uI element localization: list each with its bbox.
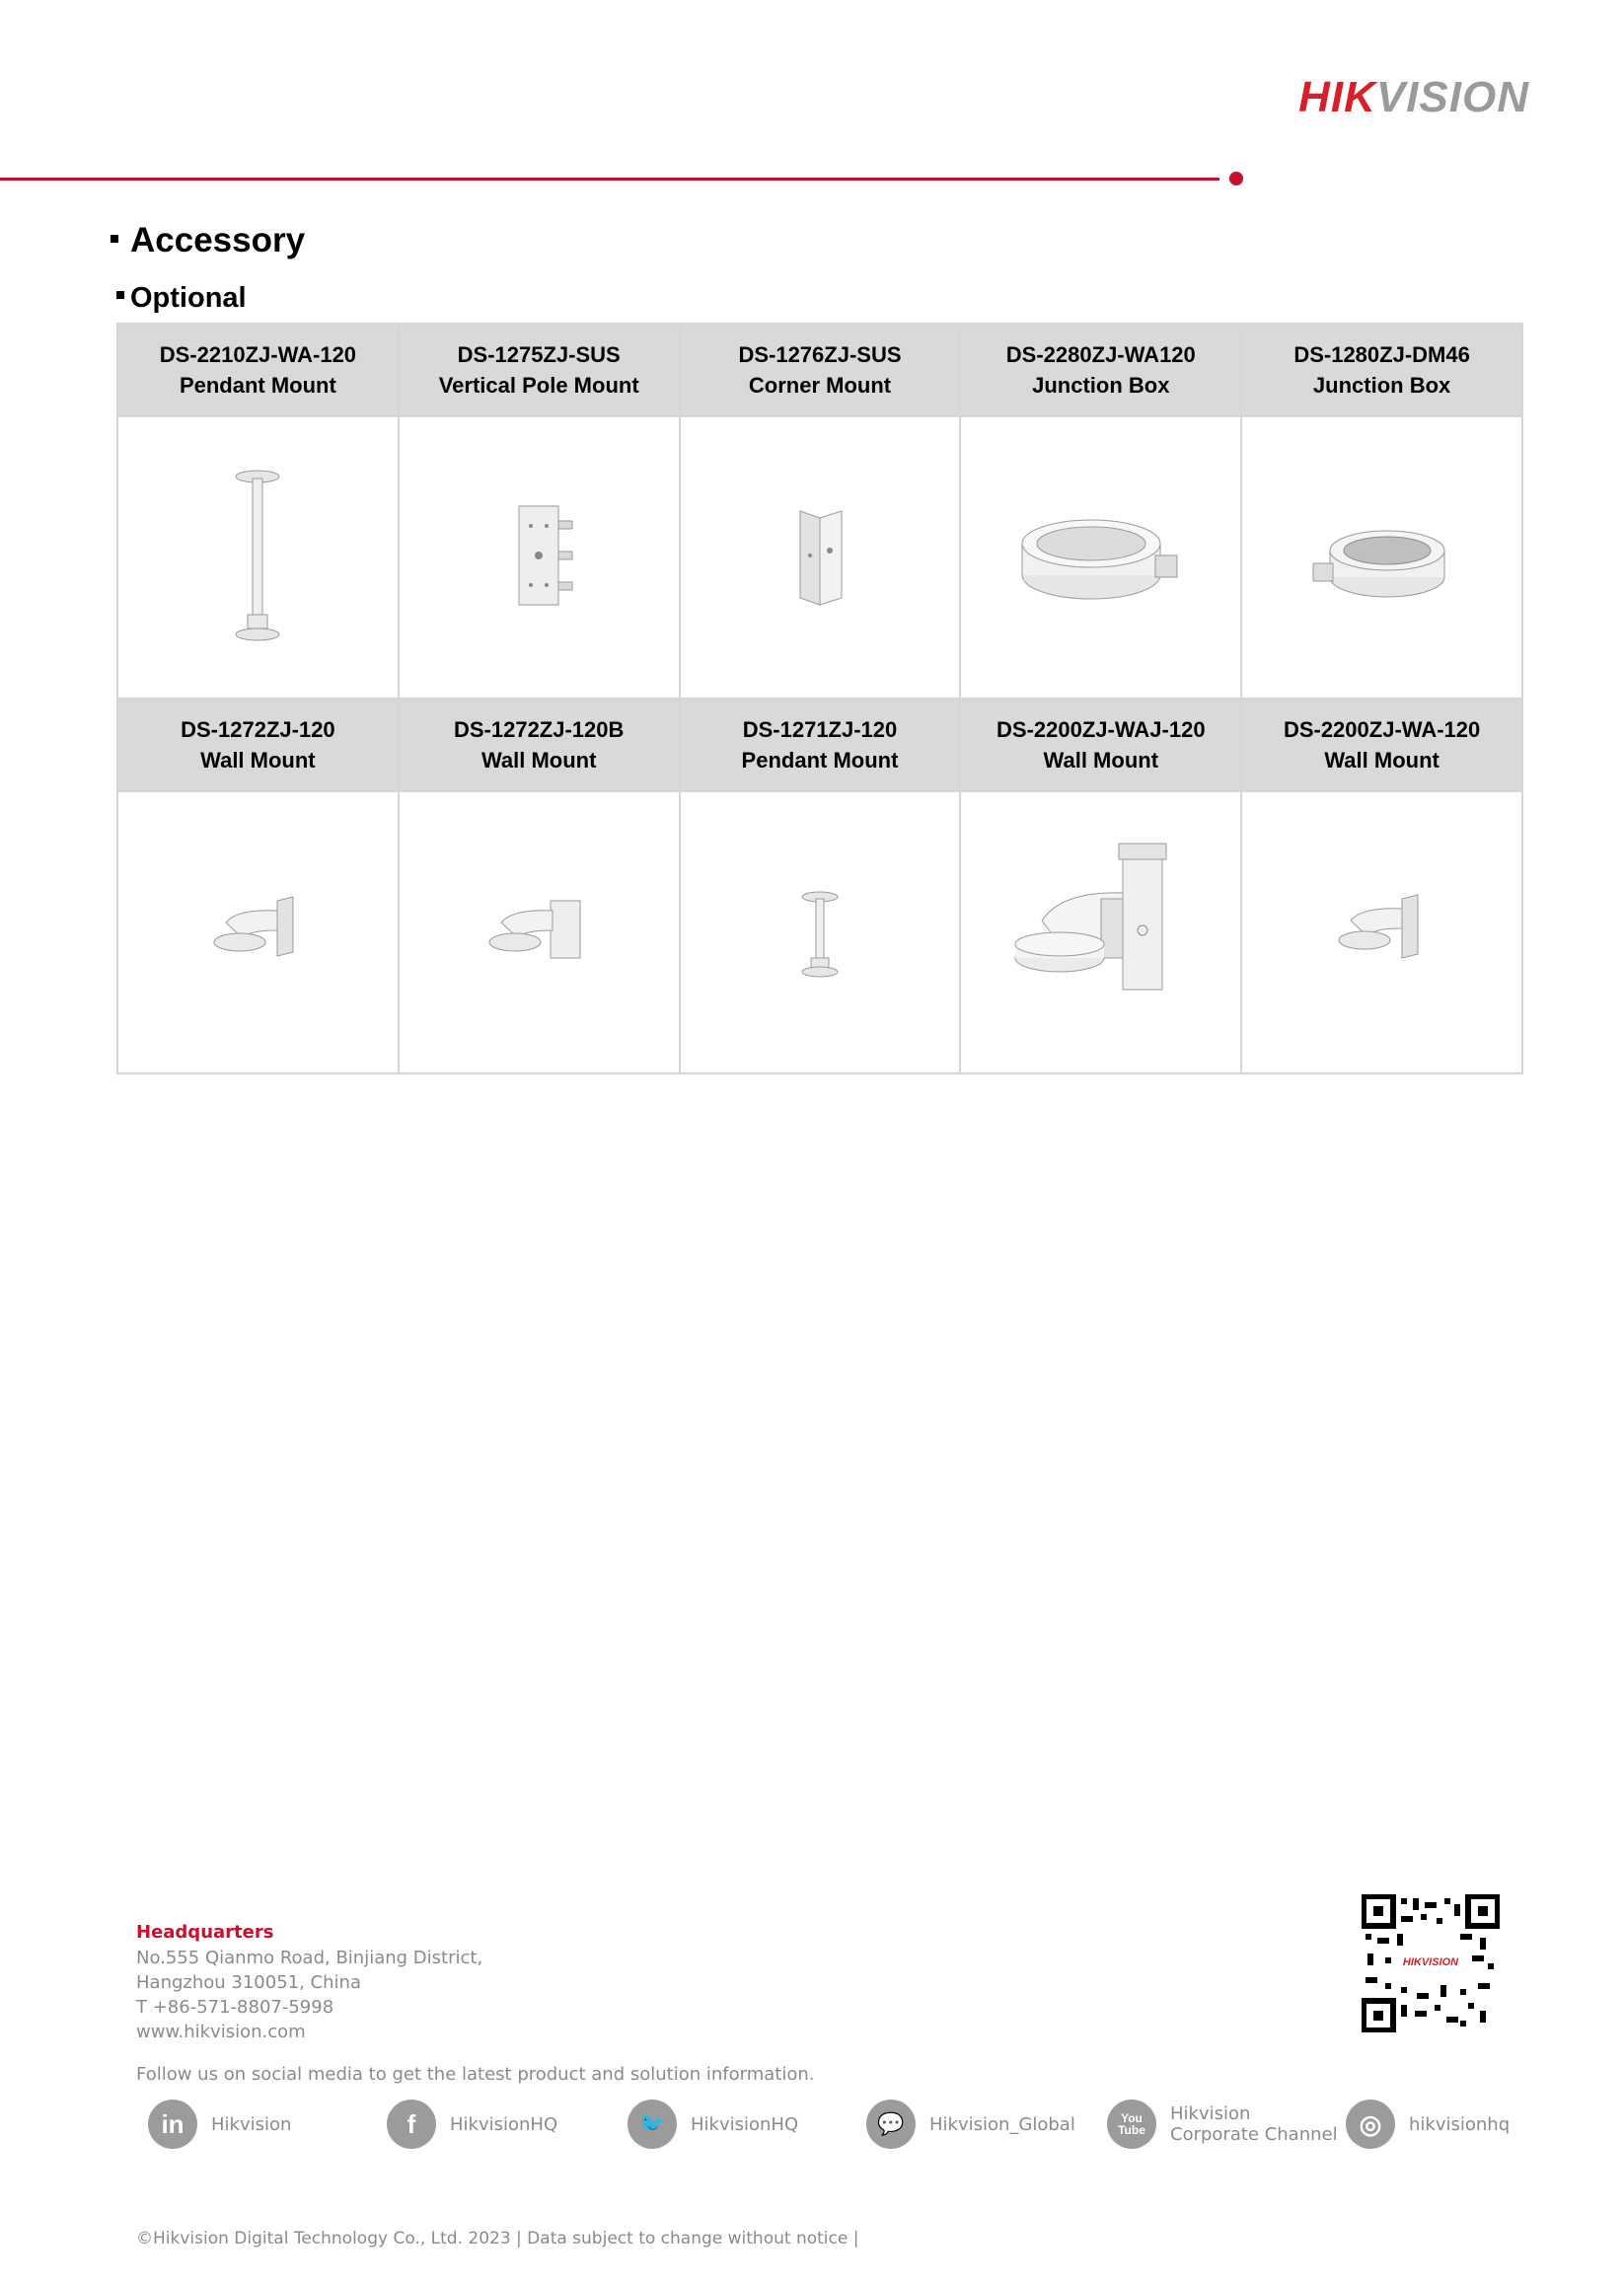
- table-image-row: [117, 416, 1522, 699]
- facebook-icon: f: [387, 2100, 436, 2149]
- table-header-row: [117, 324, 1522, 416]
- youtube-icon: You Tube: [1107, 2100, 1156, 2149]
- twitter-icon: 🐦: [627, 2100, 677, 2149]
- header-rule: [0, 178, 1219, 181]
- copyright: ©Hikvision Digital Technology Co., Ltd. 2023 | Data subject to change without notice |: [136, 2229, 859, 2248]
- wechat-icon: 💬: [866, 2100, 916, 2149]
- cell-header: DS-1276ZJ-SUS Corner Mount: [680, 324, 961, 416]
- cell-header: DS-1272ZJ-120 Wall Mount: [117, 699, 399, 791]
- product-image-cell: [399, 791, 680, 1073]
- social-instagram[interactable]: ◎ hikvisionhq: [1346, 2100, 1510, 2149]
- product-image-cell: [117, 416, 399, 699]
- cell-header: DS-1272ZJ-120B Wall Mount: [399, 699, 680, 791]
- product-image-cell: [1241, 791, 1522, 1073]
- cell-header: DS-2280ZJ-WA120 Junction Box: [960, 324, 1241, 416]
- social-wechat[interactable]: 💬 Hikvision_Global: [866, 2100, 1075, 2149]
- pendant-mount-short-image: [761, 832, 879, 1029]
- cell-header: DS-2200ZJ-WAJ-120 Wall Mount: [960, 699, 1241, 791]
- cell-header: DS-2210ZJ-WA-120 Pendant Mount: [117, 324, 399, 416]
- corner-mount-image: [761, 457, 879, 654]
- product-image-cell: [1241, 416, 1522, 699]
- junction-box-large-image: [1012, 457, 1190, 654]
- junction-box-image: [1293, 457, 1471, 654]
- section-subtitle: Optional: [116, 282, 247, 315]
- website-link[interactable]: www.hikvision.com: [136, 2022, 306, 2042]
- hq-title: Headquarters: [136, 1922, 274, 1943]
- wall-mount-image: [1323, 832, 1441, 1029]
- wall-mount-box-image: [480, 832, 598, 1029]
- social-twitter[interactable]: 🐦 HikvisionHQ: [627, 2100, 798, 2149]
- product-image-cell: [680, 416, 961, 699]
- table-image-row: [117, 791, 1522, 1073]
- hikvision-logo: HIKVISION: [1298, 73, 1529, 121]
- wall-mount-image: [198, 832, 317, 1029]
- instagram-icon: ◎: [1346, 2100, 1395, 2149]
- table-header-row: [117, 699, 1522, 791]
- cell-header: DS-2200ZJ-WA-120 Wall Mount: [1241, 699, 1522, 791]
- product-image-cell: [960, 791, 1241, 1073]
- hq-address: No.555 Qianmo Road, Binjiang District, Hangzhou 310051, China T +86-571-8807-5998 www.hikvision.com: [136, 1948, 483, 2042]
- product-image-cell: [680, 791, 961, 1073]
- qr-code-image[interactable]: [1362, 1894, 1500, 2032]
- cell-header: DS-1271ZJ-120 Pendant Mount: [680, 699, 961, 791]
- header-rule-dot: [1229, 172, 1243, 185]
- product-image-cell: [117, 791, 399, 1073]
- linkedin-icon: in: [148, 2100, 197, 2149]
- social-linkedin[interactable]: in Hikvision: [148, 2100, 291, 2149]
- cell-header: DS-1275ZJ-SUS Vertical Pole Mount: [399, 324, 680, 416]
- wall-mount-large-image: [1002, 822, 1200, 1039]
- product-image-cell: [399, 416, 680, 699]
- cell-header: DS-1280ZJ-DM46 Junction Box: [1241, 324, 1522, 416]
- pendant-mount-image: [198, 457, 317, 654]
- pole-mount-image: [480, 457, 598, 654]
- follow-text: Follow us on social media to get the latest product and solution information.: [136, 2064, 815, 2085]
- social-facebook[interactable]: f HikvisionHQ: [387, 2100, 557, 2149]
- social-youtube[interactable]: You Tube Hikvision Corporate Channel: [1107, 2100, 1338, 2149]
- svg-text:HIKVISION: HIKVISION: [1402, 1956, 1459, 1968]
- product-image-cell: [960, 416, 1241, 699]
- section-title: Accessory: [111, 221, 305, 260]
- accessory-table: [116, 323, 1523, 1074]
